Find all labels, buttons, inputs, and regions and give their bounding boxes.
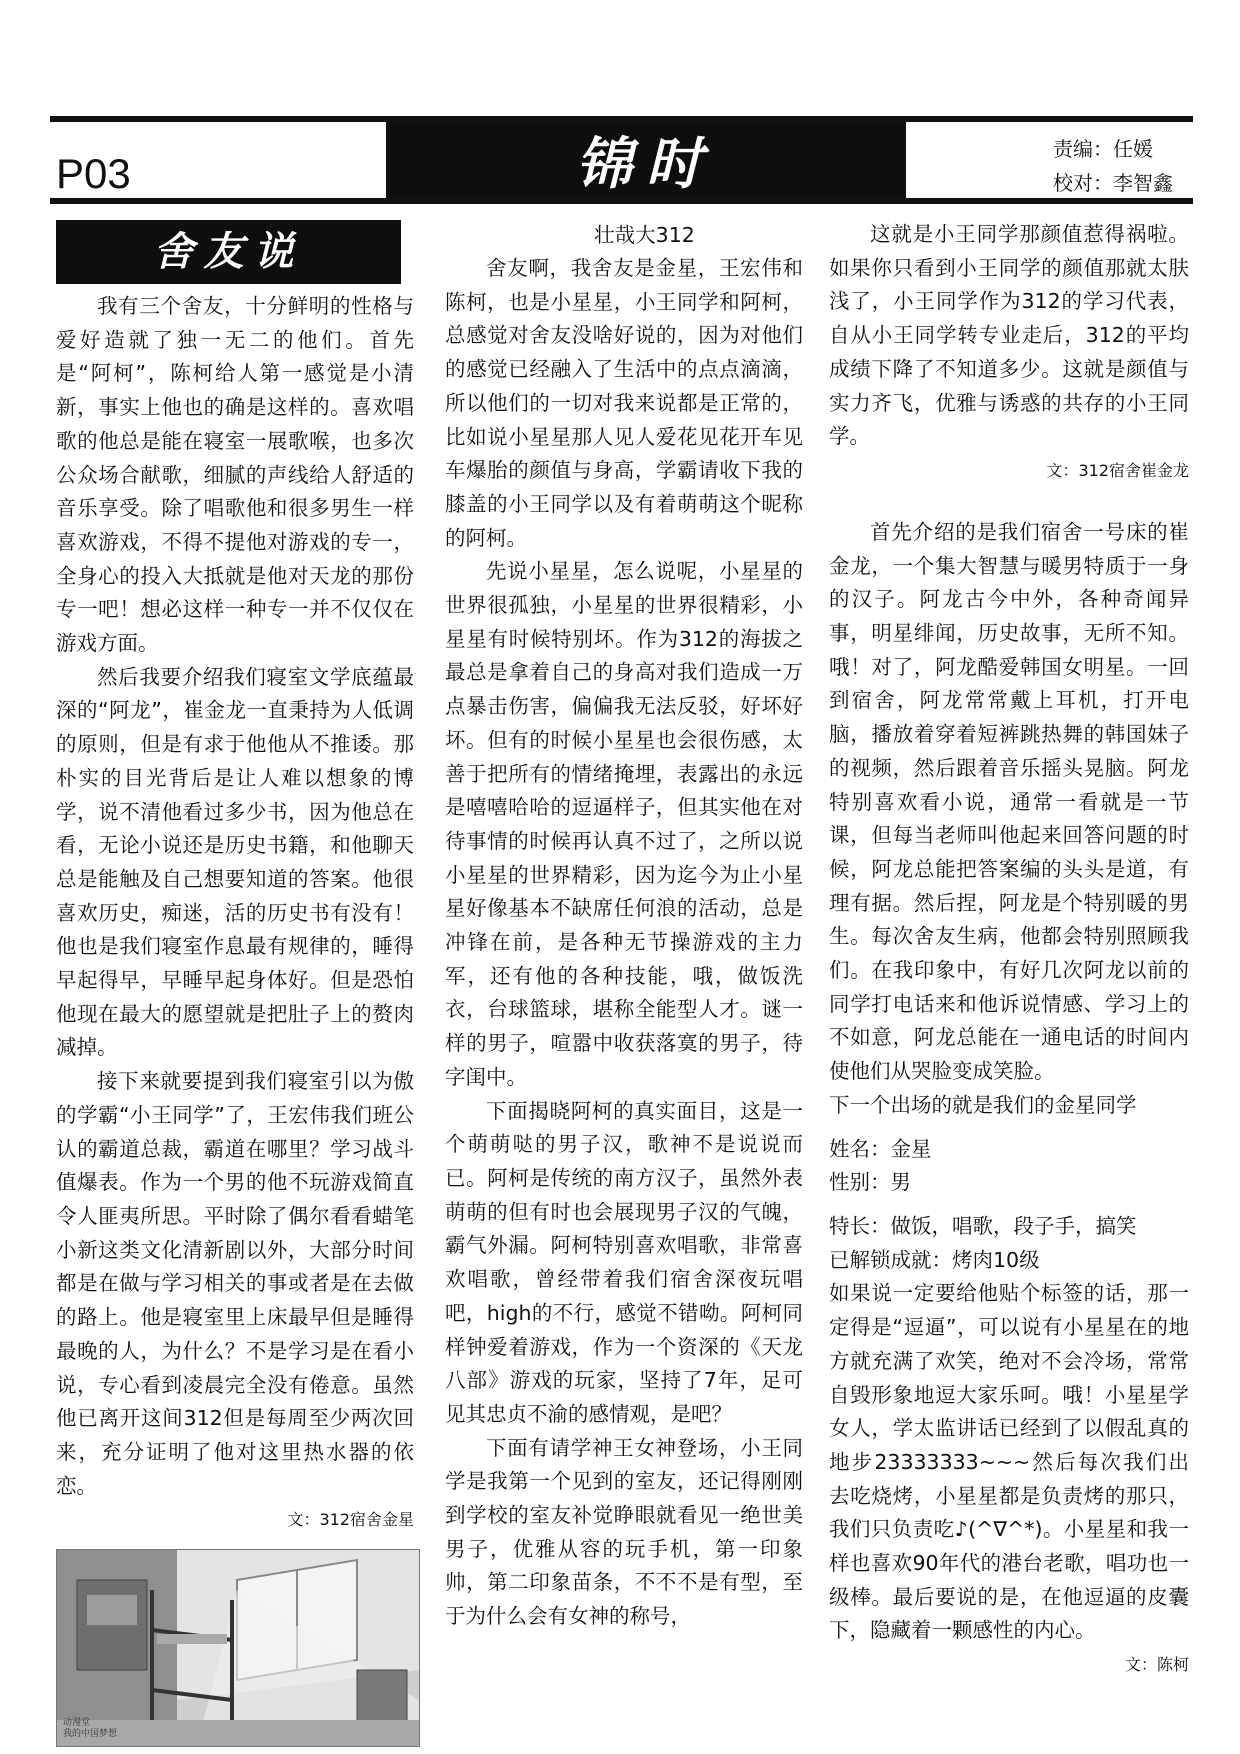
illustration-caption-line: 我的中国梦想 xyxy=(63,1729,118,1740)
section-banner xyxy=(56,220,401,284)
article3-intro: 下一个出场的就是我们的金星同学 xyxy=(829,1092,1137,1117)
section-title: 舍友说 xyxy=(153,228,304,276)
article1-paragraph: 接下来就要提到我们寝室引以为傲的学霸“小王同学”了，王宏伟我们班公认的霸道总裁，霸道在哪里？学习战斗值爆表。作为一个男的他不玩游戏简直令人匪夷所思。平时除了偶尔看看蜡笔小新这类文化清新剧以外，大部分时间都是在做与学习相关的事或者是在去做的路上。他是寝室里上床最早但是睡得最晚的人，为什么？不是学习是在看小说，专心看到凌晨完全没有倦意。虽然他已离开这间312但是每周至少两次回来，充分证明了他对这里热水器的依恋。 xyxy=(56,1069,414,1498)
column-title: 锦时 xyxy=(576,131,716,197)
profile-gender: 性别：男 xyxy=(829,1170,911,1195)
article2-title: 壮哉大312 xyxy=(594,223,695,247)
column-2 xyxy=(445,218,803,1634)
article3-paragraph: 首先介绍的是我们宿舍一号床的崔金龙，一个集大智慧与暖男特质于一身的汉子。阿龙古今中外，各种奇闻异事，明星绯闻，历史故事，无所不知。哦！对了，阿龙酷爱韩国女明星。一回到宿舍，阿龙常常戴上耳机，打开电脑，播放着穿着短裤跳热舞的韩国妹子的视频，然后跟着音乐摇头晃脑。阿龙特别喜欢看小说，通常一看就是一节课，但每当老师叫他起来回答问题的时候，阿龙总能把答案编的头头是道，有理有据。然后捏，阿龙是个特别暖的男生。每次舍友生病，他都会特别照顾我们。在我印象中，有好几次阿龙以前的同学打电话来和他诉说情感、学习上的不如意，阿龙总能在一通电话的时间内使他们从哭脸变成笑脸。 xyxy=(829,519,1189,1084)
article2-paragraph: 下面揭晓阿柯的真实面目，这是一个萌萌哒的男子汉，歌神不是说说而已。阿柯是传统的南方汉子，虽然外表萌萌的但有时也会展现男子汉的气魄，霸气外漏。阿柯特别喜欢唱歌，非常喜欢唱歌，曾经带着我们宿舍深夜玩唱吧，high的不行，感觉不错呦。阿柯同样钟爱着游戏，作为一个资深的《天龙八部》游戏的玩家，坚持了7年，足可见其忠贞不渝的感情观，是吧？ xyxy=(445,1098,803,1426)
column-3 xyxy=(829,218,1189,1682)
profile-name: 姓名：金星 xyxy=(829,1136,932,1161)
article2-paragraph: 先说小星星，怎么说呢，小星星的世界很孤独，小星星的世界很精彩，小星星有时候特别坏。作为312的海拔之最总是拿着自己的身高对我们造成一万点暴击伤害，偏偏我无法反驳，好坏好坏。但有的时候小星星也会很伤感，太善于把所有的情绪掩埋，表露出的永远是嘻嘻哈哈的逗逼样子，但其实他在对待事情的时候再认真不过了，之所以说小星星的世界精彩，因为迄今为止小星星好像基本不缺席任何浪的活动，总是冲锋在前，是各种无节操游戏的主力军，还有他的各种技能，哦，做饭洗衣，台球篮球，堪称全能型人才。谜一样的男子，喧嚣中收获落寞的男子，待字闺中。 xyxy=(445,559,803,1089)
article2-byline: 文：312宿舍崔金龙 xyxy=(1046,460,1189,480)
article3-byline: 文：陈柯 xyxy=(1124,1655,1189,1675)
article2-paragraph: 舍友啊，我舍友是金星，王宏伟和陈柯，也是小星星，小王同学和阿柯，总感觉对舍友没啥好说的，因为对他们的感觉已经融入了生活中的点点滴滴，所以他们的一切对我来说都是正常的，比如说小星星那人见人爱花见花开车见车爆胎的颜值与身高，学霸请收下我的膝盖的小王同学以及有着萌萌这个昵称的阿柯。 xyxy=(445,256,803,550)
column-title-block xyxy=(386,122,906,198)
editor-credits xyxy=(1053,132,1173,200)
dorm-illustration xyxy=(56,1549,420,1747)
proofreader-line: 校对：李智鑫 xyxy=(1053,171,1173,195)
page-number: P03 xyxy=(56,150,131,197)
profile-achievement: 已解锁成就：烤肉10级 xyxy=(829,1247,1040,1272)
article1-paragraph: 然后我要介绍我们寝室文学底蕴最深的“阿龙”，崔金龙一直秉持为人低调的原则，但是有求于他他从不推诿。那朴实的目光背后是让人难以想象的博学，说不清他看过多少书，因为他总在看，无论小说还是历史书籍，和他聊天总是能触及自己想要知道的答案。他很喜欢历史，痴迷，活的历史书有没有！他也是我们寝室作息最有规律的，睡得早起得早，早睡早起身体好。但是恐怕他现在最大的愿望就是把肚子上的赘肉减掉。 xyxy=(56,664,414,1060)
article1-paragraph: 我有三个舍友，十分鲜明的性格与爱好造就了独一无二的他们。首先是“阿柯”，陈柯给人第一感觉是小清新，事实上他也的确是这样的。喜欢唱歌的他总是能在寝室一展歌喉，也多次公众场合献歌，细腻的声线给人舒适的音乐享受。除了唱歌他和很多男生一样喜欢游戏，不得不提他对游戏的专一，全身心的投入大抵就是他对天龙的那份专一吧！想必这样一种专一并不仅仅在游戏方面。 xyxy=(56,294,414,656)
profile-skills: 特长：做饭，唱歌，段子手，搞笑 xyxy=(829,1213,1137,1238)
article2-continued-paragraph: 这就是小王同学那颜值惹得祸啦。如果你只看到小王同学的颜值那就太肤浅了，小王同学作为312的学习代表，自从小王同学转专业走后，312的平均成绩下降了不知道多少。这就是颜值与实力齐飞，优雅与诱惑的共存的小王同学。 xyxy=(829,222,1189,449)
illustration-caption-line: 动漫堂 xyxy=(63,1718,91,1729)
article3-paragraph: 如果说一定要给他贴个标签的话，那一定得是“逗逼”，可以说有小星星在的地方就充满了欢笑，绝对不会冷场，常常自毁形象地逗大家乐呵。哦！小星星学女人，学太监讲话已经到了以假乱真的地步23333333~~~然后每次我们出去吃烧烤，小星星都是负责烤的那只，我们只负责吃♪(^∇^*)。小星星和我一样也喜欢90年代的港台老歌，唱功也一级棒。最后要说的是，在他逗逼的皮囊下，隐藏着一颗感性的内心。 xyxy=(829,1281,1189,1643)
illustration-caption xyxy=(63,1718,117,1740)
article2-paragraph: 下面有请学神王女神登场，小王同学是我第一个见到的室友，还记得刚刚到学校的室友补觉睁眼就看见一绝世美男子，优雅从容的玩手机，第一印象帅，第二印象苗条，不不不是有型，至于为什么会有女神的称号， xyxy=(445,1435,803,1629)
editor-line: 责编：任媛 xyxy=(1053,137,1153,161)
dorm-illustration-drawing xyxy=(57,1550,419,1746)
masthead xyxy=(50,116,1193,204)
article1-byline: 文：312宿舍金星 xyxy=(287,1510,414,1530)
column-1 xyxy=(56,218,414,1747)
